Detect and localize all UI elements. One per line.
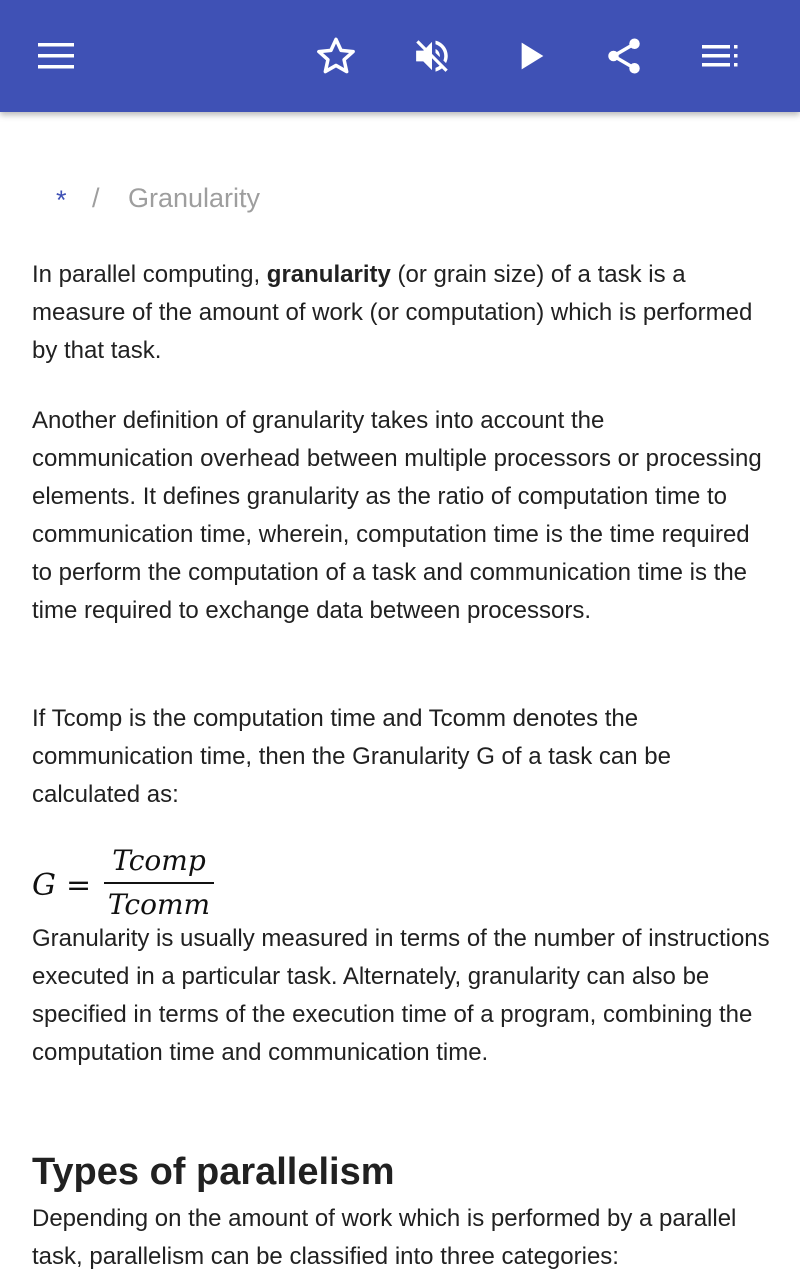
formula-equals: = <box>66 868 92 903</box>
volume-off-icon <box>411 35 453 77</box>
formula-lhs: G <box>32 868 56 903</box>
menu-button[interactable] <box>28 28 84 84</box>
paragraph-measurement: Granularity is usually measured in terms of the number of instructions executed in a particular task. Alternately, granularity can also be specified in terms of the execution time of a program, combining the computation time and communication time. <box>32 925 770 1066</box>
paragraph-intro-end: (or grain size) of a task is a measure of the amount of work (or computation) which is performed by that task. <box>32 261 753 364</box>
paragraph-intro-start: In parallel computing, <box>32 261 267 288</box>
list-menu-icon <box>700 36 740 76</box>
mute-button[interactable] <box>404 28 460 84</box>
paragraph-definition: Another definition of granularity takes into account the communication overhead between multiple processors or processing elements. It defines granularity as the ratio of computation time to communication time, wherein, computation time is the time required to perform the computation of a task and communication time is the time required to exchange data between processors. <box>32 407 762 624</box>
section-heading: Types of parallelism <box>32 1151 395 1193</box>
fraction-bar <box>104 882 214 884</box>
star-outline-icon <box>315 35 357 77</box>
play-icon <box>510 36 550 76</box>
paragraph-intro <box>32 256 772 370</box>
breadcrumb-home-link[interactable]: * <box>56 185 67 215</box>
breadcrumb-current: Granularity <box>128 183 261 213</box>
paragraph-types: Depending on the amount of work which is performed by a parallel task, parallelism can be classified into three categories: <box>32 1205 737 1270</box>
play-button[interactable] <box>502 28 558 84</box>
paragraph-formula-intro: If Tcomp is the computation time and Tcomm denotes the communication time, then the Granularity G of a task can be calculated as: <box>32 705 671 808</box>
formula-numerator: Tcomp <box>112 844 206 877</box>
share-icon <box>603 35 645 77</box>
favorite-button[interactable] <box>308 28 364 84</box>
formula-denominator: Tcomm <box>107 888 211 921</box>
app-toolbar <box>0 0 800 112</box>
breadcrumb-separator: / <box>92 183 100 213</box>
formula-fraction <box>104 842 214 924</box>
more-menu-button[interactable] <box>692 28 748 84</box>
share-button[interactable] <box>596 28 652 84</box>
term-granularity: granularity <box>266 261 391 288</box>
menu-icon <box>36 36 76 76</box>
